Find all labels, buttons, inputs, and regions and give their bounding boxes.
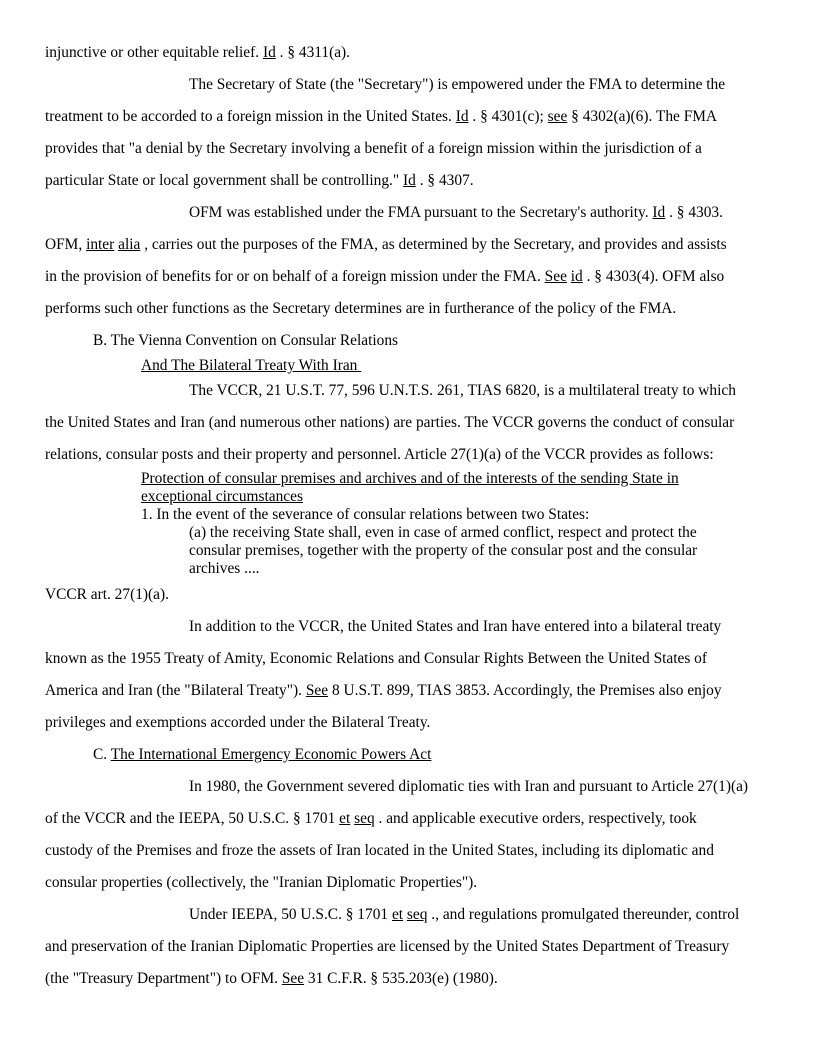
text-run: treatment to be accorded to a foreign mission in the United States. [45,108,456,125]
text-run: OFM was established under the FMA pursuant to the Secretary's authority. [189,204,653,221]
text-run: 31 C.F.R. § 535.203(e) (1980). [304,970,498,987]
citation-see: See [544,268,567,285]
paragraph-line: custody of the Premises and froze the assets of Iran located in the United States, including its diplomatic and [45,842,714,859]
paragraph-line [45,267,724,287]
paragraph-line: privileges and exemptions accorded under the Bilateral Treaty. [45,714,431,731]
citation-id: Id [455,108,469,125]
text-run: . and applicable executive orders, respectively, took [374,810,697,827]
citation-see: see [547,108,568,125]
paragraph-line: relations, consular posts and their property and personnel. Article 27(1)(a) of the VCCR provides as follows: [45,446,714,463]
citation-see: See [305,682,329,699]
citation-id: Id [652,204,666,221]
quote-item: 1. In the event of the severance of consular relations between two States: [141,506,590,523]
paragraph-line [189,905,739,925]
text-run: . § 4303. [665,204,723,221]
heading-text: And The Bilateral Treaty With Iran [141,357,358,374]
paragraph-line: the United States and Iran (and numerous other nations) are parties. The VCCR governs the conduct of consular [45,414,735,431]
paragraph-line: The Secretary of State (the "Secretary") is empowered under the FMA to determine the [189,76,726,93]
paragraph-line [45,969,498,989]
quote-subitem: archives .... [189,560,260,577]
heading-text: The International Emergency Economic Powers Act [110,746,432,763]
citation-id: id [570,268,583,285]
paragraph-line [45,107,717,127]
text-run: particular State or local government shall be controlling." [45,172,404,189]
text-run: ., and regulations promulgated thereunder, control [427,906,740,923]
quote-title: Protection of consular premises and archives and of the interests of the sending State in [141,470,679,487]
text-run: America and Iran (the "Bilateral Treaty"). [45,682,306,699]
section-heading: B. The Vienna Convention on Consular Relations [93,332,399,349]
paragraph-line [45,171,474,191]
text-run: of the VCCR and the IEEPA, 50 U.S.C. § 1701 [45,810,340,827]
paragraph-line: In 1980, the Government severed diplomatic ties with Iran and pursuant to Article 27(1)(a) [189,778,749,795]
text-run: . § 4301(c); [468,108,548,125]
paragraph-line: provides that "a denial by the Secretary involving a benefit of a foreign mission within the jurisdiction of a [45,140,702,157]
text-run: § 4302(a)(6). The FMA [567,108,718,125]
citation-see: See [281,970,305,987]
quote-title: exceptional circumstances [141,488,303,505]
section-heading-subtitle [141,356,393,376]
citation-id: Id [262,44,276,61]
text-run: 8 U.S.T. 899, TIAS 3853. Accordingly, the Premises also enjoy [328,682,722,699]
text-run: OFM, [45,236,87,253]
text-run: in the provision of benefits for or on behalf of a foreign mission under the FMA. [45,268,545,285]
text-run: (the "Treasury Department") to OFM. [45,970,282,987]
latin-term: et [391,906,404,923]
latin-term: alia [118,236,141,253]
section-heading [93,745,431,765]
heading-prefix: C. [93,746,111,763]
text-run: . § 4303(4). OFM also [582,268,725,285]
latin-term: seq [406,906,428,923]
quote-subitem: (a) the receiving State shall, even in case of armed conflict, respect and protect the [189,524,697,541]
text-run: , carries out the purposes of the FMA, as determined by the Secretary, and provides and assists [140,236,727,253]
paragraph-line [45,809,697,829]
paragraph-line [45,43,350,63]
paragraph-line: and preservation of the Iranian Diplomatic Properties are licensed by the United States Department of Treasury [45,938,730,955]
text-run: . § 4307. [415,172,474,189]
text-run: injunctive or other equitable relief. [45,44,263,61]
paragraph-line [45,235,727,255]
paragraph-line [45,681,722,701]
paragraph-line: performs such other functions as the Secretary determines are in furtherance of the policy of the FMA. [45,300,677,317]
citation-line: VCCR art. 27(1)(a). [45,586,169,603]
text-run: . § 4311(a). [275,44,351,61]
latin-term: seq [354,810,375,827]
latin-term: inter [86,236,115,253]
paragraph-line: The VCCR, 21 U.S.T. 77, 596 U.N.T.S. 261, TIAS 6820, is a multilateral treaty to which [189,382,736,399]
paragraph-line: known as the 1955 Treaty of Amity, Economic Relations and Consular Rights Between the United States of [45,650,707,667]
paragraph-line: In addition to the VCCR, the United States and Iran have entered into a bilateral treaty [189,618,722,635]
quote-subitem: consular premises, together with the property of the consular post and the consular [189,542,698,559]
citation-id: Id [403,172,416,189]
text-run: Under IEEPA, 50 U.S.C. § 1701 [189,906,392,923]
paragraph-line [189,203,723,223]
paragraph-line: consular properties (collectively, the "Iranian Diplomatic Properties"). [45,874,478,891]
latin-term: et [339,810,351,827]
heading-underline-fill [357,356,393,376]
